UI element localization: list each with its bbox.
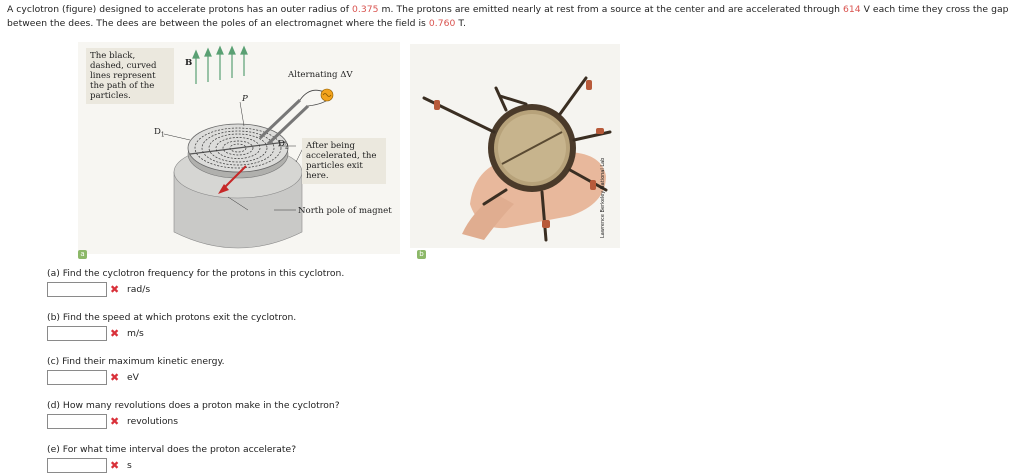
question-e: [47, 444, 296, 473]
incorrect-icon: ✖: [110, 326, 120, 340]
answer-input-b[interactable]: [47, 326, 107, 341]
question-a: [47, 268, 344, 297]
problem-statement: [7, 3, 1017, 30]
problem-text: T.: [455, 17, 466, 29]
unit-label: rad/s: [127, 283, 151, 295]
incorrect-icon: ✖: [110, 282, 120, 296]
unit-label: s: [127, 459, 132, 471]
problem-text: m. The protons are emitted nearly at rest from a source at the center and are accelerated through: [378, 4, 843, 15]
incorrect-icon: ✖: [110, 458, 120, 472]
radius-value: 0.375: [351, 4, 379, 15]
cyclotron-photo: [410, 44, 620, 248]
question-d: [47, 400, 340, 429]
unit-label: m/s: [127, 327, 144, 339]
cyclotron-photo-drawing: [410, 44, 620, 248]
question-prompt: (d) How many revolutions does a proton make in the cyclotron?: [47, 400, 340, 411]
p-label: P: [242, 94, 248, 104]
answer-input-c[interactable]: [47, 370, 107, 385]
b-field-label: B: [185, 58, 193, 68]
figure-a-label: a: [78, 250, 87, 259]
problem-text: V each time they cross the gap between the dees. The dees are between the poles of an electromagnet where the field is: [7, 4, 1009, 29]
d2-label: $D_2$: [278, 139, 289, 151]
question-c: [47, 356, 225, 385]
exit-caption: After being accelerated, the particles exit here.: [302, 138, 386, 184]
alternating-voltage-label: Alternating ΔV: [288, 70, 353, 80]
incorrect-icon: ✖: [110, 414, 120, 428]
question-prompt: (c) Find their maximum kinetic energy.: [47, 356, 225, 367]
unit-label: revolutions: [127, 415, 179, 427]
answer-input-e[interactable]: [47, 458, 107, 473]
answer-input-d[interactable]: [47, 414, 107, 429]
incorrect-icon: ✖: [110, 370, 120, 384]
question-b: [47, 312, 296, 341]
field-value: 0.760: [428, 17, 456, 29]
north-pole-label: North pole of magnet: [298, 206, 392, 216]
problem-text: A cyclotron (figure) designed to accelerate protons has an outer radius of: [7, 4, 352, 15]
cyclotron-diagram: [78, 42, 400, 254]
question-prompt: (e) For what time interval does the proton accelerate?: [47, 444, 297, 455]
d1-label: $D_1$: [154, 127, 165, 139]
question-prompt: (b) Find the speed at which protons exit the cyclotron.: [47, 312, 297, 323]
voltage-value: 614: [842, 4, 861, 15]
magnetic-field-arrows: [193, 47, 247, 84]
answer-input-a[interactable]: [47, 282, 107, 297]
figure-b-label: b: [417, 250, 426, 259]
photo-credit: Lawrence Berkeley National Lab: [600, 157, 606, 238]
unit-label: eV: [127, 371, 139, 383]
question-prompt: (a) Find the cyclotron frequency for the protons in this cyclotron.: [47, 268, 345, 279]
path-caption: The black, dashed, curved lines represent the path of the particles.: [86, 48, 174, 104]
